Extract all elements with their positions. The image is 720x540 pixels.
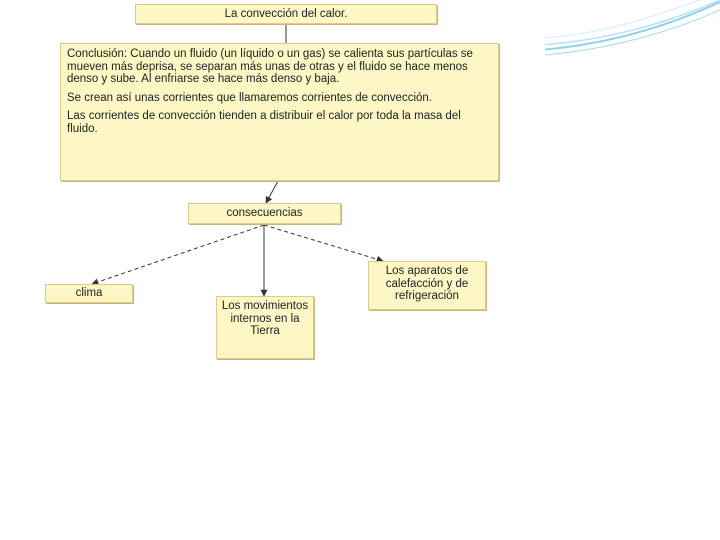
conclusion-paragraph-1: Conclusión: Cuando un fluido (un líquido o un gas) se calienta sus partículas se mueven más deprisa, se separan más unas de otras y el fluido se hace menos denso y sube. Al enfriarse se hace más denso y baja. bbox=[67, 48, 473, 85]
title-box bbox=[135, 4, 437, 24]
consequences-label: consecuencias bbox=[226, 207, 303, 219]
internal-movements-box bbox=[216, 296, 314, 359]
conclusion-to-consequences-arrow bbox=[266, 181, 278, 203]
consequences-to-appliances-arrow bbox=[264, 225, 383, 261]
title-text: La convección del calor. bbox=[224, 8, 348, 20]
appliances-box bbox=[368, 261, 486, 310]
conclusion-paragraph-3: Las corrientes de convección tienden a distribuir el calor por toda la masa del fluido. bbox=[67, 110, 461, 135]
appliances-text: Los aparatos de calefacción y de refrigeración bbox=[385, 265, 469, 302]
clima-box bbox=[45, 284, 133, 303]
consequences-to-clima-arrow bbox=[92, 225, 264, 284]
conclusion-paragraph-2: Se crean así unas corrientes que llamaremos corrientes de convección. bbox=[67, 91, 432, 104]
internal-movements-text: Los movimientos internos en la Tierra bbox=[221, 300, 309, 337]
consequences-box bbox=[188, 203, 341, 224]
conclusion-box bbox=[60, 43, 499, 181]
clima-text: clima bbox=[75, 287, 103, 299]
